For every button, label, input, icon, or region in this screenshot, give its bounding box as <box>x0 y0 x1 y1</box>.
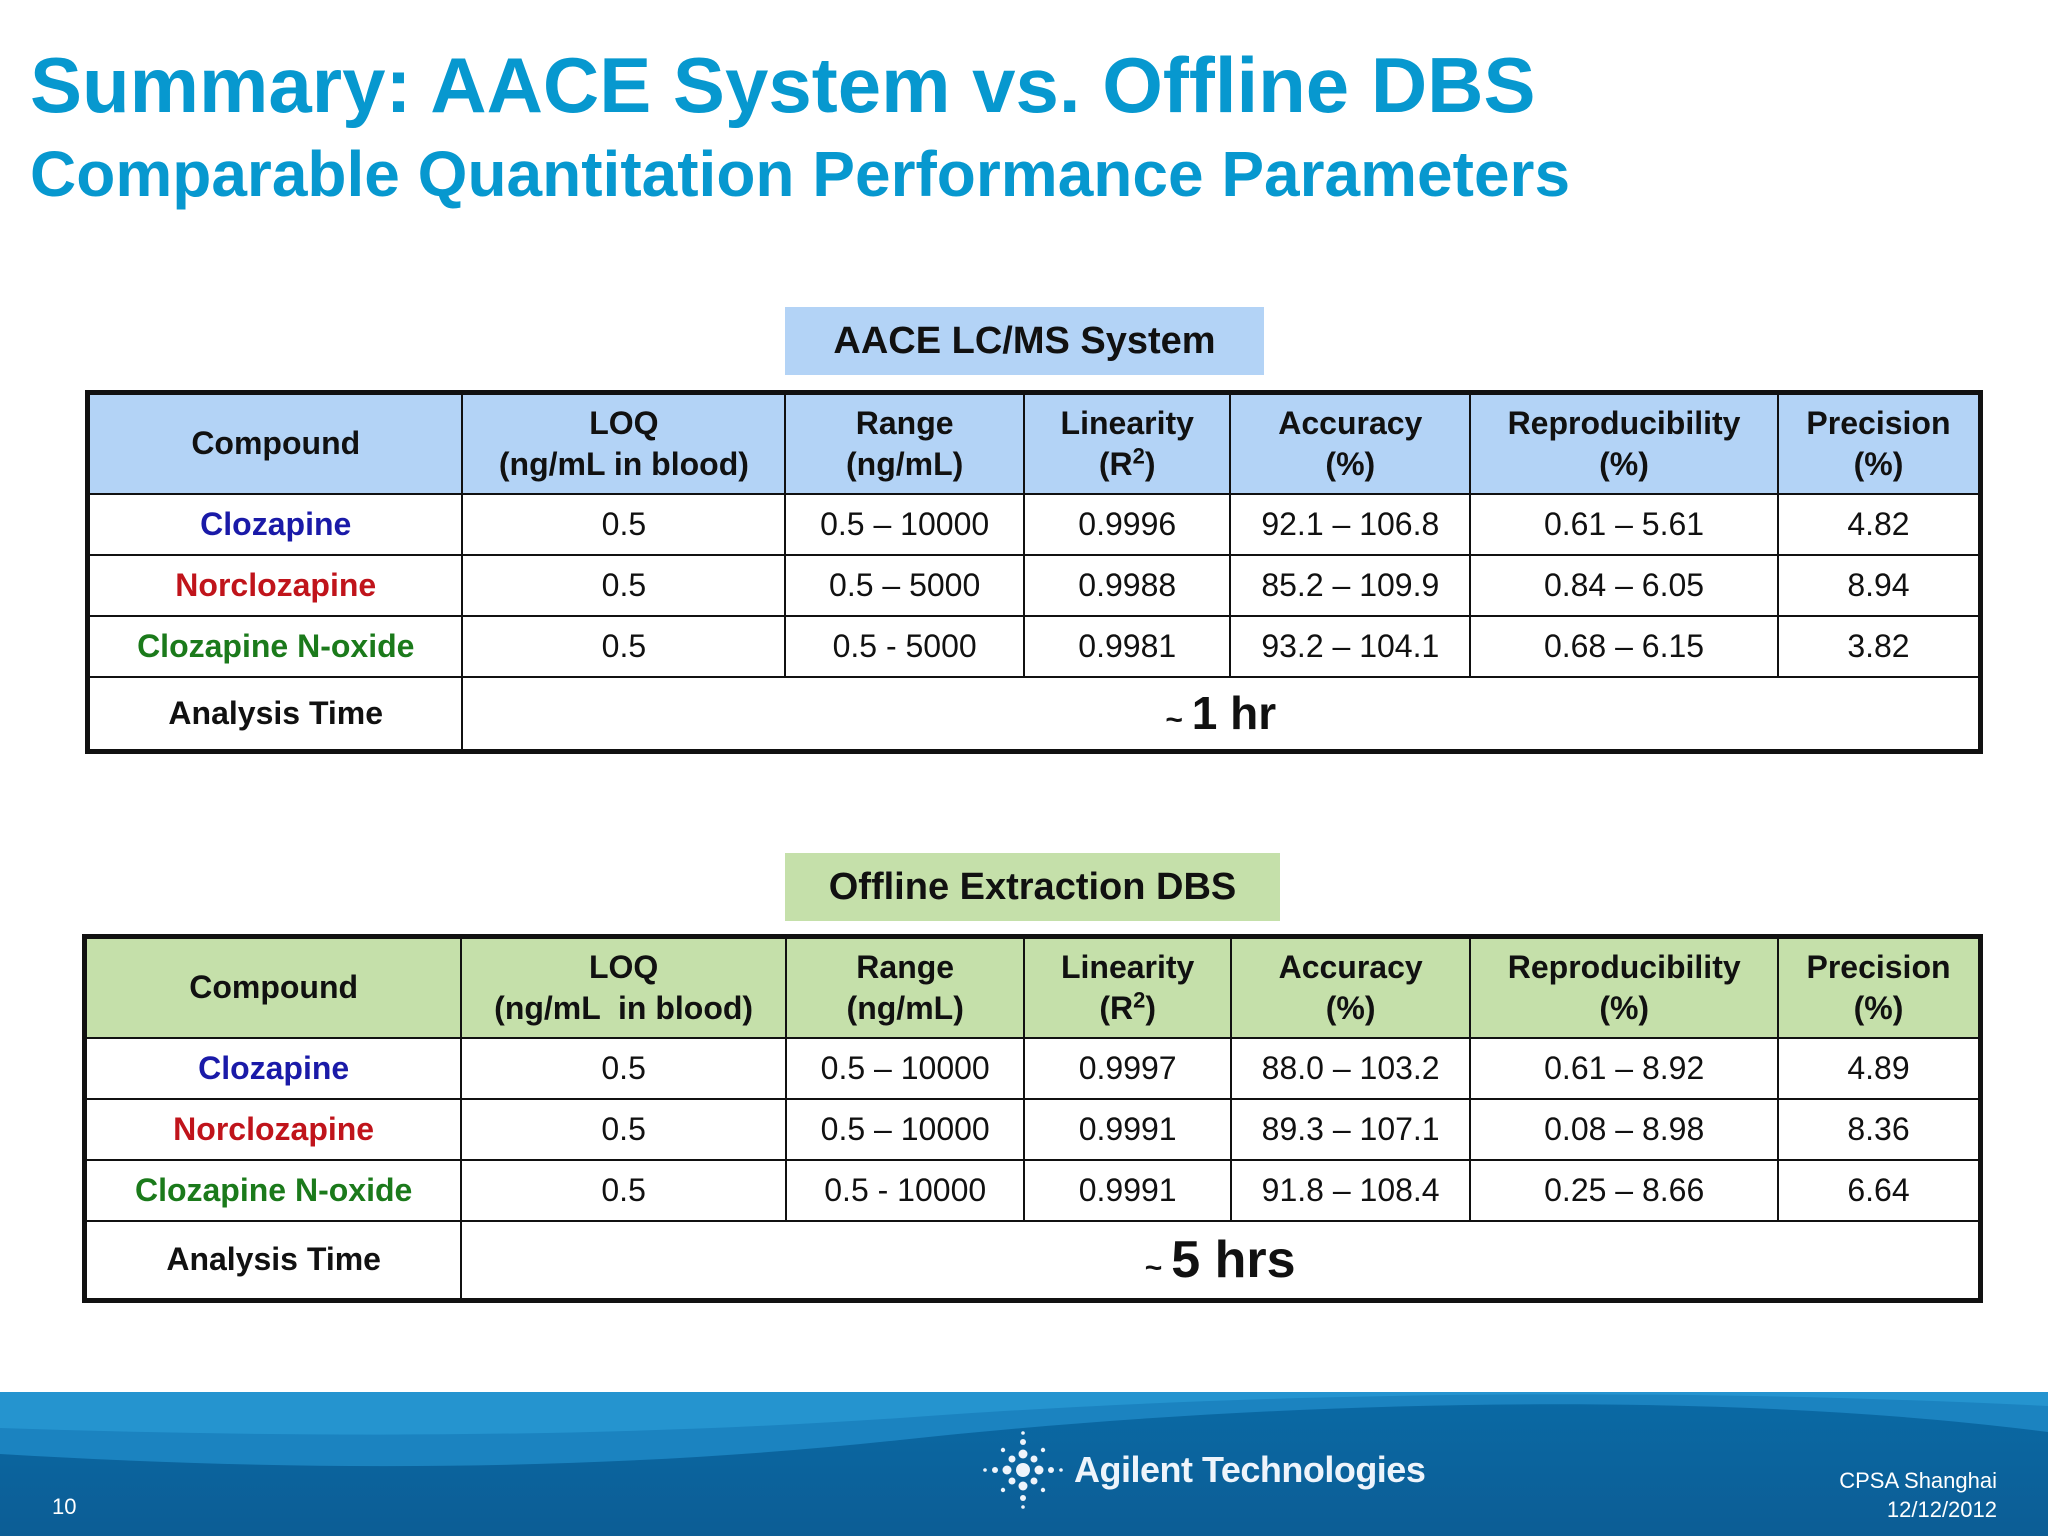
cell-accuracy: 89.3 – 107.1 <box>1231 1099 1471 1160</box>
conference-info <box>1839 1466 1997 1524</box>
cell-loq: 0.5 <box>462 494 785 555</box>
cell-precision: 8.94 <box>1778 555 1981 616</box>
table-header-row <box>85 937 1981 1038</box>
header-loq: LOQ (ng/mL in blood) <box>462 393 785 494</box>
cell-loq: 0.5 <box>462 555 785 616</box>
cell-accuracy: 85.2 – 109.9 <box>1230 555 1470 616</box>
cell-reproducibility: 0.68 – 6.15 <box>1470 616 1778 677</box>
aace-results-table <box>85 390 1983 754</box>
cell-range: 0.5 – 10000 <box>786 1038 1025 1099</box>
cell-linearity: 0.9988 <box>1024 555 1231 616</box>
agilent-logo <box>978 1430 1425 1510</box>
slide-subtitle: Comparable Quantitation Performance Parameters <box>30 138 1571 210</box>
cell-precision: 8.36 <box>1778 1099 1980 1160</box>
table-row <box>85 1160 1981 1221</box>
header-loq: LOQ (ng/mL in blood) <box>461 937 786 1038</box>
cell-loq: 0.5 <box>461 1160 786 1221</box>
header-reproducibility: Reproducibility (%) <box>1470 393 1778 494</box>
cell-accuracy: 92.1 – 106.8 <box>1230 494 1470 555</box>
offline-section-label: Offline Extraction DBS <box>785 853 1280 921</box>
cell-reproducibility: 0.08 – 8.98 <box>1470 1099 1778 1160</box>
offline-results-table <box>82 934 1983 1303</box>
table-row <box>85 1099 1981 1160</box>
table-header-row <box>88 393 1981 494</box>
cell-reproducibility: 0.61 – 5.61 <box>1470 494 1778 555</box>
compound-clozapine: Clozapine <box>88 494 463 555</box>
header-linearity: Linearity $(R^2)$ <box>1024 393 1231 494</box>
header-precision: Precision (%) <box>1778 937 1980 1038</box>
header-compound: Compound <box>88 393 463 494</box>
compound-norclozapine: Norclozapine <box>85 1099 462 1160</box>
compound-clozapine-n-oxide: Clozapine N-oxide <box>85 1160 462 1221</box>
cell-loq: 0.5 <box>461 1038 786 1099</box>
header-precision: Precision (%) <box>1778 393 1981 494</box>
analysis-time-label: Analysis Time <box>85 1221 462 1301</box>
cell-loq: 0.5 <box>461 1099 786 1160</box>
analysis-time-label: Analysis Time <box>88 677 463 752</box>
cell-precision: 4.89 <box>1778 1038 1980 1099</box>
cell-accuracy: 93.2 – 104.1 <box>1230 616 1470 677</box>
cell-accuracy: 88.0 – 103.2 <box>1231 1038 1471 1099</box>
cell-range: 0.5 – 10000 <box>786 1099 1025 1160</box>
header-linearity: Linearity $(R^2)$ <box>1024 937 1230 1038</box>
cell-reproducibility: 0.25 – 8.66 <box>1470 1160 1778 1221</box>
logo-text: Agilent Technologies <box>1074 1449 1426 1490</box>
table-row <box>85 1038 1981 1099</box>
header-range: Range (ng/mL) <box>785 393 1024 494</box>
analysis-time-value: ~ 5 hrs <box>461 1221 1980 1301</box>
cell-range: 0.5 - 5000 <box>785 616 1024 677</box>
cell-accuracy: 91.8 – 108.4 <box>1231 1160 1471 1221</box>
header-reproducibility: Reproducibility (%) <box>1470 937 1778 1038</box>
cell-linearity: 0.9997 <box>1024 1038 1230 1099</box>
table-row <box>88 494 1981 555</box>
cell-reproducibility: 0.61 – 8.92 <box>1470 1038 1778 1099</box>
cell-linearity: 0.9991 <box>1024 1160 1230 1221</box>
analysis-time-row <box>88 677 1981 752</box>
header-accuracy: Accuracy (%) <box>1230 393 1470 494</box>
conference-date: 12/12/2012 <box>1886 1497 1997 1522</box>
cell-reproducibility: 0.84 – 6.05 <box>1470 555 1778 616</box>
cell-range: 0.5 - 10000 <box>786 1160 1025 1221</box>
spark-icon <box>978 1430 1068 1510</box>
header-range: Range (ng/mL) <box>786 937 1025 1038</box>
cell-range: 0.5 – 10000 <box>785 494 1024 555</box>
compound-norclozapine: Norclozapine <box>88 555 463 616</box>
cell-precision: 3.82 <box>1778 616 1981 677</box>
cell-linearity: 0.9996 <box>1024 494 1231 555</box>
cell-range: 0.5 – 5000 <box>785 555 1024 616</box>
slide-title: Summary: AACE System vs. Offline DBS <box>30 41 1536 129</box>
cell-linearity: 0.9991 <box>1024 1099 1230 1160</box>
table-row <box>88 616 1981 677</box>
conference-name: CPSA Shanghai <box>1839 1468 1997 1493</box>
analysis-time-row <box>85 1221 1981 1301</box>
cell-precision: 6.64 <box>1778 1160 1980 1221</box>
table-row <box>88 555 1981 616</box>
analysis-time-value: ~ 1 hr <box>462 677 1980 752</box>
cell-loq: 0.5 <box>462 616 785 677</box>
page-number: 10 <box>52 1494 77 1519</box>
compound-clozapine-n-oxide: Clozapine N-oxide <box>88 616 463 677</box>
aace-section-label: AACE LC/MS System <box>785 307 1264 375</box>
cell-linearity: 0.9981 <box>1024 616 1231 677</box>
header-compound: Compound <box>85 937 462 1038</box>
header-accuracy: Accuracy (%) <box>1231 937 1471 1038</box>
compound-clozapine: Clozapine <box>85 1038 462 1099</box>
cell-precision: 4.82 <box>1778 494 1981 555</box>
